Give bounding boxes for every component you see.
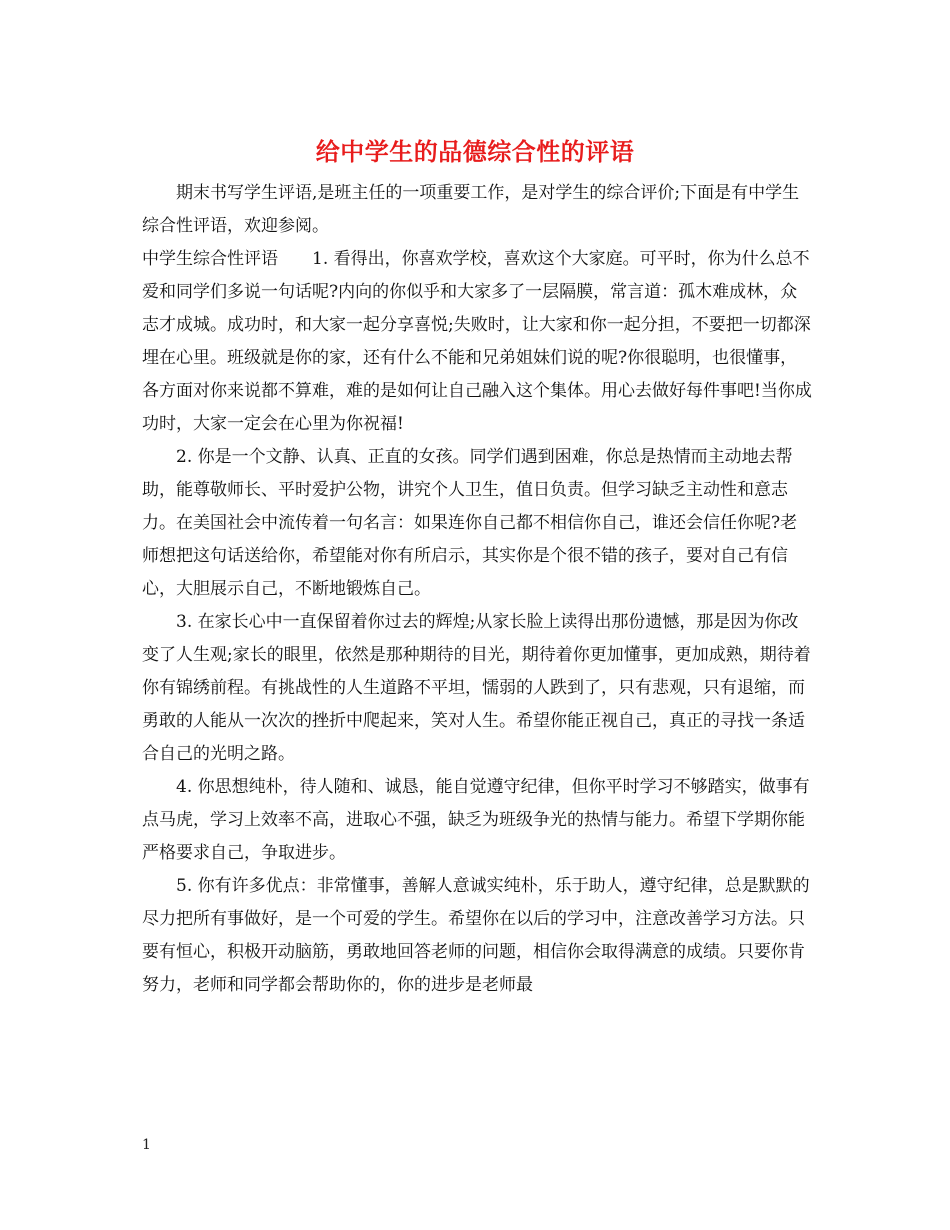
comment-paragraph-1: 中学生综合性评语 1. 看得出，你喜欢学校，喜欢这个大家庭。可平时，你为什么总不爱和同学们多说一句话呢?内向的你似乎和大家多了一层隔膜，常言道：孤木难成林，众志才成城。成功时，和大家一起分享喜悦;失败时，让大家和你一起分担，不要把一切都深埋在心里。班级就是你的家，还有什么不能和兄弟姐妹们说的呢?你很聪明，也很懂事，各方面对你来说都不算难，难的是如何让自己融入这个集体。用心去做好每件事吧!当你成功时，大家一定会在心里为你祝福!	[142, 249, 812, 434]
comment-paragraph-4: 4. 你思想纯朴，待人随和、诚恳，能自觉遵守纪律，但你平时学习不够踏实，做事有点马虎，学习上效率不高，进取心不强，缺乏为班级争光的热情与能力。希望下学期你能严格要求自己，争取进步。	[142, 777, 810, 863]
comment-paragraph-3: 3. 在家长心中一直保留着你过去的辉煌;从家长脸上读得出那份遗憾，那是因为你改变了人生观;家长的眼里，依然是那种期待的目光，期待着你更加懂事，更加成熟，期待着你有锦绣前程。有挑战性的人生道路不平坦，懦弱的人跌到了，只有悲观，只有退缩，而勇敢的人能从一次次的挫折中爬起来，笑对人生。希望你能正视自己，真正的寻找一条适合自己的光明之路。	[142, 612, 811, 764]
comment-paragraph-5: 5. 你有许多优点：非常懂事，善解人意诚实纯朴，乐于助人，遵守纪律，总是默默的尽力把所有事做好，是一个可爱的学生。希望你在以后的学习中，注意改善学习方法。只要有恒心，积极开动脑筋，勇敢地回答老师的问题，相信你会取得满意的成绩。只要你肯努力，老师和同学都会帮助你的，你的进步是老师最	[142, 876, 810, 995]
document-title: 给中学生的品德综合性的评语	[315, 137, 635, 166]
document-body	[142, 177, 812, 1002]
page-number: 1	[142, 1137, 151, 1153]
comment-paragraph-2: 2. 你是一个文静、认真、正直的女孩。同学们遇到困难，你总是热情而主动地去帮助，能尊敬师长、平时爱护公物，讲究个人卫生，值日负责。但学习缺乏主动性和意志力。在美国社会中流传着一句名言：如果连你自己都不相信你自己，谁还会信任你呢?老师想把这句话送给你，希望能对你有所启示，其实你是个很不错的孩子，要对自己有信心，大胆展示自己，不断地锻炼自己。	[142, 447, 798, 599]
intro-paragraph: 期末书写学生评语,是班主任的一项重要工作，是对学生的综合评价;下面是有中学生综合性评语，欢迎参阅。	[142, 183, 800, 236]
